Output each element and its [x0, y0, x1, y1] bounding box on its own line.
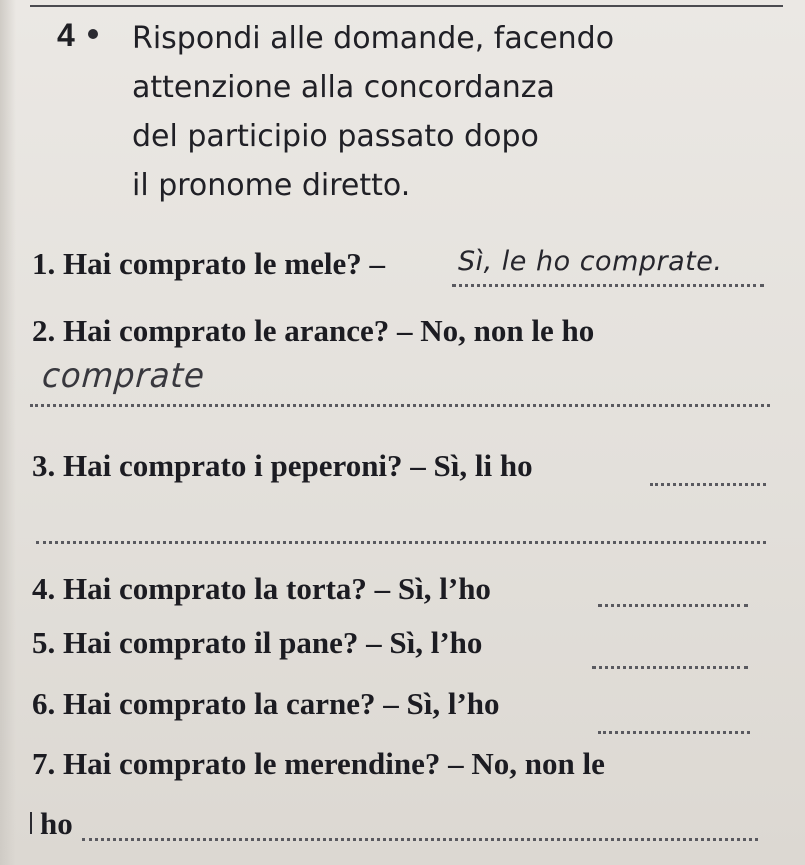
page-shadow-edge	[0, 0, 16, 865]
answer-line-3b[interactable]	[36, 541, 766, 544]
instruction-line: il pronome diretto.	[132, 168, 411, 203]
answer-line-3a[interactable]	[650, 483, 766, 486]
margin-mark	[30, 812, 32, 834]
exercise-number: 4	[57, 17, 75, 53]
instruction-line: attenzione alla concordanza	[132, 70, 555, 105]
handwritten-answer-2: comprate	[40, 356, 207, 396]
top-rule	[30, 5, 783, 7]
question-3: 3. Hai comprato i peperoni? – Sì, li ho	[32, 448, 533, 483]
answer-line-6[interactable]	[598, 731, 750, 734]
answer-line-4[interactable]	[598, 604, 748, 607]
instruction-line: del participio passato dopo	[132, 119, 539, 154]
instruction-line: Rispondi alle domande, facendo	[132, 21, 615, 56]
answer-line-7[interactable]	[82, 838, 758, 841]
answer-line-1[interactable]	[452, 284, 764, 287]
exercise-instruction	[132, 14, 722, 210]
question-7: 7. Hai comprato le merendine? – No, non le	[32, 746, 605, 781]
answer-line-5[interactable]	[592, 666, 748, 669]
question-7-continuation: ho	[40, 806, 73, 841]
question-5: 5. Hai comprato il pane? – Sì, l’ho	[32, 625, 483, 660]
answer-line-2[interactable]	[30, 404, 770, 407]
handwritten-answer-1: Sì, le ho comprate.	[458, 246, 723, 277]
question-2: 2. Hai comprato le arance? – No, non le ho	[32, 313, 595, 348]
question-6: 6. Hai comprato la carne? – Sì, l’ho	[32, 686, 500, 721]
question-4: 4. Hai comprato la torta? – Sì, l’ho	[32, 571, 491, 606]
bullet-dot	[88, 29, 98, 39]
question-1: 1. Hai comprato le mele? –	[32, 246, 385, 281]
